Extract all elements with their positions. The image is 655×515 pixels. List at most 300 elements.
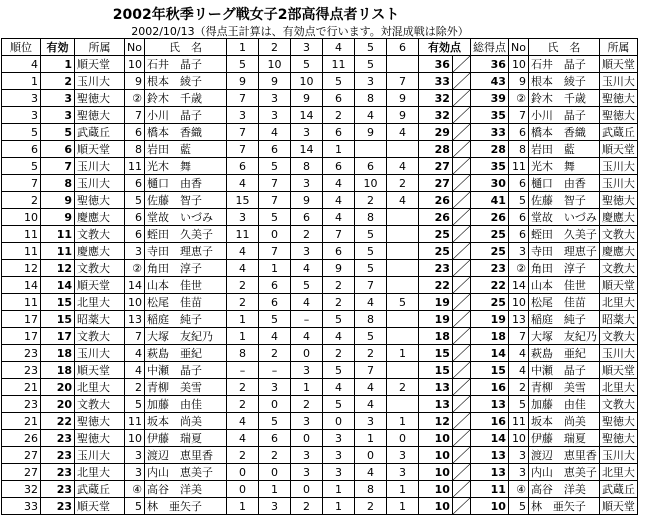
- affiliation-cell: 文教大: [75, 226, 125, 243]
- game-4-cell: 4: [322, 209, 354, 226]
- header-affiliation: 所属: [75, 39, 125, 56]
- game-4-cell: 1: [322, 141, 354, 158]
- slash-divider: [452, 498, 470, 515]
- number-2-cell: 6: [508, 124, 528, 141]
- valid-rank-cell: 18: [41, 362, 75, 379]
- game-6-cell: [386, 243, 418, 260]
- slash-divider: [452, 362, 470, 379]
- game-4-cell: 11: [322, 56, 354, 73]
- slash-divider: [452, 175, 470, 192]
- affiliation-2-cell: 武蔵丘: [599, 124, 637, 141]
- valid-points-cell: 28: [418, 141, 452, 158]
- affiliation-cell: 順天堂: [75, 141, 125, 158]
- game-1-cell: 2: [226, 277, 258, 294]
- number-cell: 6: [125, 124, 145, 141]
- table-row: [2, 379, 638, 396]
- total-points-cell: 36: [470, 56, 508, 73]
- total-points-cell: 28: [470, 141, 508, 158]
- game-2-cell: 7: [258, 175, 290, 192]
- game-1-cell: 4: [226, 430, 258, 447]
- page-subtitle: 2002/10/13（得点王計算は、有効点で行います。対混成戦は除外）: [131, 25, 469, 38]
- game-3-cell: 14: [290, 141, 322, 158]
- affiliation-cell: 玉川大: [75, 158, 125, 175]
- slash-divider: [452, 243, 470, 260]
- affiliation-2-cell: 北里大: [599, 464, 637, 481]
- game-6-cell: 9: [386, 90, 418, 107]
- name-cell: 高谷 洋美: [144, 481, 226, 498]
- game-4-cell: 2: [322, 107, 354, 124]
- rank-cell: 23: [2, 362, 41, 379]
- valid-rank-cell: 20: [41, 396, 75, 413]
- number-2-cell: ④: [508, 481, 528, 498]
- affiliation-2-cell: 聖徳大: [599, 90, 637, 107]
- game-6-cell: [386, 260, 418, 277]
- name-cell: 石井 晶子: [144, 56, 226, 73]
- number-2-cell: 3: [508, 464, 528, 481]
- name-cell: 光木 舞: [144, 158, 226, 175]
- slash-divider: [452, 345, 470, 362]
- number-cell: 14: [125, 277, 145, 294]
- valid-points-cell: 12: [418, 413, 452, 430]
- name-2-cell: 鈴木 千歳: [528, 90, 599, 107]
- header-valid-rank: 有効: [41, 39, 75, 56]
- rank-cell: 3: [2, 90, 41, 107]
- number-cell: 2: [125, 379, 145, 396]
- game-3-cell: 6: [290, 209, 322, 226]
- affiliation-2-cell: 昭薬大: [599, 311, 637, 328]
- slash-divider: [452, 277, 470, 294]
- game-1-cell: 1: [226, 328, 258, 345]
- total-points-cell: 13: [470, 396, 508, 413]
- game-6-cell: [386, 396, 418, 413]
- affiliation-cell: 昭薬大: [75, 311, 125, 328]
- affiliation-2-cell: 聖徳大: [599, 430, 637, 447]
- game-5-cell: 8: [354, 311, 386, 328]
- number-2-cell: 3: [508, 243, 528, 260]
- header-rank: 順位: [2, 39, 41, 56]
- name-2-cell: 大塚 友紀乃: [528, 328, 599, 345]
- rank-cell: 21: [2, 413, 41, 430]
- game-1-cell: 2: [226, 447, 258, 464]
- valid-points-cell: 15: [418, 362, 452, 379]
- valid-rank-cell: 20: [41, 379, 75, 396]
- number-2-cell: 4: [508, 345, 528, 362]
- slash-divider: [452, 90, 470, 107]
- table-row: [2, 498, 638, 515]
- game-5-cell: 0: [354, 447, 386, 464]
- affiliation-2-cell: 文教大: [599, 226, 637, 243]
- name-2-cell: 稲庭 純子: [528, 311, 599, 328]
- game-5-cell: 1: [354, 430, 386, 447]
- game-6-cell: 1: [386, 345, 418, 362]
- table-row: [2, 277, 638, 294]
- header-game-2: 2: [258, 39, 290, 56]
- game-2-cell: 5: [258, 209, 290, 226]
- number-2-cell: 4: [508, 362, 528, 379]
- game-1-cell: 4: [226, 175, 258, 192]
- affiliation-2-cell: 聖徳大: [599, 107, 637, 124]
- number-cell: 6: [125, 226, 145, 243]
- game-3-cell: 0: [290, 481, 322, 498]
- game-3-cell: 0: [290, 430, 322, 447]
- table-row: [2, 226, 638, 243]
- game-1-cell: 1: [226, 498, 258, 515]
- valid-rank-cell: 18: [41, 345, 75, 362]
- affiliation-2-cell: 慶應大: [599, 209, 637, 226]
- game-6-cell: 9: [386, 107, 418, 124]
- number-2-cell: 2: [508, 379, 528, 396]
- slash-divider: [452, 226, 470, 243]
- game-3-cell: 9: [290, 192, 322, 209]
- rank-cell: 33: [2, 498, 41, 515]
- affiliation-cell: 武蔵丘: [75, 481, 125, 498]
- game-4-cell: 4: [322, 379, 354, 396]
- name-2-cell: 高谷 洋美: [528, 481, 599, 498]
- game-3-cell: 0: [290, 345, 322, 362]
- table-body: [2, 56, 638, 515]
- name-cell: 林 亜矢子: [144, 498, 226, 515]
- name-cell: 小川 晶子: [144, 107, 226, 124]
- number-2-cell: 5: [508, 396, 528, 413]
- name-cell: 角田 淳子: [144, 260, 226, 277]
- game-6-cell: [386, 209, 418, 226]
- game-3-cell: 3: [290, 413, 322, 430]
- total-points-cell: 13: [470, 447, 508, 464]
- game-4-cell: 3: [322, 464, 354, 481]
- game-4-cell: 6: [322, 90, 354, 107]
- name-cell: 青柳 美雪: [144, 379, 226, 396]
- game-5-cell: 4: [354, 464, 386, 481]
- affiliation-2-cell: 文教大: [599, 260, 637, 277]
- table-row: [2, 209, 638, 226]
- table-row: [2, 90, 638, 107]
- table-header-row: [2, 39, 638, 56]
- game-5-cell: 6: [354, 158, 386, 175]
- name-2-cell: 内山 恵美子: [528, 464, 599, 481]
- slash-divider: [452, 73, 470, 90]
- rank-cell: 6: [2, 141, 41, 158]
- affiliation-cell: 北里大: [75, 464, 125, 481]
- number-cell: 3: [125, 464, 145, 481]
- affiliation-cell: 武蔵丘: [75, 124, 125, 141]
- slash-divider: [452, 209, 470, 226]
- header-game-1: 1: [226, 39, 258, 56]
- header-total-points: 総得点: [470, 39, 508, 56]
- number-cell: 4: [125, 345, 145, 362]
- game-1-cell: 0: [226, 481, 258, 498]
- game-3-cell: 5: [290, 56, 322, 73]
- name-cell: 渡辺 恵里香: [144, 447, 226, 464]
- game-3-cell: 10: [290, 73, 322, 90]
- game-5-cell: 8: [354, 481, 386, 498]
- table-row: [2, 141, 638, 158]
- slash-divider: [452, 464, 470, 481]
- game-6-cell: 5: [386, 294, 418, 311]
- game-3-cell: 9: [290, 90, 322, 107]
- game-1-cell: 4: [226, 413, 258, 430]
- name-cell: 樋口 由香: [144, 175, 226, 192]
- game-2-cell: 5: [258, 413, 290, 430]
- valid-rank-cell: 23: [41, 447, 75, 464]
- name-2-cell: 蛭田 久美子: [528, 226, 599, 243]
- name-cell: 伊藤 瑞夏: [144, 430, 226, 447]
- game-6-cell: 7: [386, 73, 418, 90]
- game-1-cell: 2: [226, 294, 258, 311]
- table-row: [2, 464, 638, 481]
- number-cell: 7: [125, 107, 145, 124]
- slash-divider: [452, 311, 470, 328]
- game-4-cell: 9: [322, 260, 354, 277]
- game-4-cell: 5: [322, 73, 354, 90]
- slash-divider: [452, 430, 470, 447]
- number-2-cell: 10: [508, 294, 528, 311]
- valid-points-cell: 10: [418, 447, 452, 464]
- game-6-cell: [386, 328, 418, 345]
- table-row: [2, 328, 638, 345]
- game-1-cell: –: [226, 362, 258, 379]
- number-2-cell: 5: [508, 192, 528, 209]
- affiliation-2-cell: 順天堂: [599, 362, 637, 379]
- game-3-cell: 5: [290, 277, 322, 294]
- number-2-cell: 11: [508, 413, 528, 430]
- valid-points-cell: 10: [418, 481, 452, 498]
- affiliation-2-cell: 玉川大: [599, 158, 637, 175]
- valid-points-cell: 22: [418, 277, 452, 294]
- slash-divider: [452, 413, 470, 430]
- rank-cell: 32: [2, 481, 41, 498]
- game-2-cell: 7: [258, 192, 290, 209]
- game-1-cell: 7: [226, 141, 258, 158]
- affiliation-cell: 順天堂: [75, 498, 125, 515]
- game-4-cell: 7: [322, 226, 354, 243]
- rank-cell: 17: [2, 311, 41, 328]
- total-points-cell: 35: [470, 107, 508, 124]
- name-2-cell: 根本 綾子: [528, 73, 599, 90]
- name-2-cell: 光木 舞: [528, 158, 599, 175]
- table-row: [2, 56, 638, 73]
- affiliation-2-cell: 玉川大: [599, 73, 637, 90]
- game-5-cell: 4: [354, 294, 386, 311]
- name-cell: 山本 佳世: [144, 277, 226, 294]
- number-2-cell: 7: [508, 328, 528, 345]
- game-5-cell: 8: [354, 209, 386, 226]
- valid-rank-cell: 9: [41, 209, 75, 226]
- game-3-cell: 4: [290, 260, 322, 277]
- valid-rank-cell: 5: [41, 124, 75, 141]
- game-2-cell: 4: [258, 124, 290, 141]
- valid-rank-cell: 8: [41, 175, 75, 192]
- total-points-cell: 23: [470, 260, 508, 277]
- game-2-cell: 5: [258, 311, 290, 328]
- game-5-cell: 4: [354, 396, 386, 413]
- number-cell: 11: [125, 158, 145, 175]
- number-cell: 11: [125, 413, 145, 430]
- table-row: [2, 481, 638, 498]
- name-2-cell: 橋本 香織: [528, 124, 599, 141]
- slash-divider: [452, 141, 470, 158]
- header-number-2: No: [508, 39, 528, 56]
- valid-rank-cell: 1: [41, 56, 75, 73]
- game-1-cell: 1: [226, 311, 258, 328]
- table-row: [2, 158, 638, 175]
- number-cell: 3: [125, 243, 145, 260]
- valid-rank-cell: 11: [41, 226, 75, 243]
- game-2-cell: –: [258, 362, 290, 379]
- game-6-cell: [386, 277, 418, 294]
- number-2-cell: 10: [508, 430, 528, 447]
- valid-rank-cell: 23: [41, 498, 75, 515]
- total-points-cell: 25: [470, 226, 508, 243]
- name-2-cell: 松尾 佳苗: [528, 294, 599, 311]
- rank-cell: 14: [2, 277, 41, 294]
- total-points-cell: 10: [470, 498, 508, 515]
- name-cell: 堂故 いづみ: [144, 209, 226, 226]
- number-cell: 10: [125, 430, 145, 447]
- valid-points-cell: 19: [418, 294, 452, 311]
- valid-rank-cell: 23: [41, 481, 75, 498]
- valid-points-cell: 23: [418, 260, 452, 277]
- name-2-cell: 青柳 美雪: [528, 379, 599, 396]
- valid-points-cell: 13: [418, 396, 452, 413]
- name-cell: 鈴木 千歳: [144, 90, 226, 107]
- game-2-cell: 0: [258, 226, 290, 243]
- affiliation-cell: 聖徳大: [75, 107, 125, 124]
- number-2-cell: 8: [508, 141, 528, 158]
- affiliation-cell: 玉川大: [75, 175, 125, 192]
- table-row: [2, 362, 638, 379]
- table-row: [2, 294, 638, 311]
- game-1-cell: 4: [226, 243, 258, 260]
- game-6-cell: [386, 141, 418, 158]
- game-1-cell: 7: [226, 124, 258, 141]
- table-row: [2, 396, 638, 413]
- game-4-cell: 3: [322, 430, 354, 447]
- name-2-cell: 林 亜矢子: [528, 498, 599, 515]
- game-6-cell: 1: [386, 498, 418, 515]
- number-2-cell: 9: [508, 73, 528, 90]
- valid-rank-cell: 14: [41, 277, 75, 294]
- game-4-cell: 6: [322, 243, 354, 260]
- game-5-cell: 5: [354, 243, 386, 260]
- name-2-cell: 萩島 亜紀: [528, 345, 599, 362]
- game-5-cell: 2: [354, 498, 386, 515]
- valid-points-cell: 32: [418, 107, 452, 124]
- total-points-cell: 26: [470, 209, 508, 226]
- name-cell: 橋本 香織: [144, 124, 226, 141]
- rank-cell: 11: [2, 294, 41, 311]
- game-5-cell: 3: [354, 413, 386, 430]
- name-2-cell: 岩田 藍: [528, 141, 599, 158]
- number-cell: 6: [125, 175, 145, 192]
- number-cell: 6: [125, 209, 145, 226]
- scorer-table: [1, 38, 638, 515]
- game-2-cell: 5: [258, 158, 290, 175]
- game-6-cell: [386, 56, 418, 73]
- game-4-cell: 4: [322, 175, 354, 192]
- header-game-4: 4: [322, 39, 354, 56]
- slash-divider: [452, 481, 470, 498]
- table-row: [2, 345, 638, 362]
- rank-cell: 12: [2, 260, 41, 277]
- slash-divider: [452, 192, 470, 209]
- number-2-cell: 6: [508, 175, 528, 192]
- game-6-cell: 4: [386, 124, 418, 141]
- affiliation-cell: 聖徳大: [75, 413, 125, 430]
- valid-points-cell: 15: [418, 345, 452, 362]
- game-1-cell: 11: [226, 226, 258, 243]
- game-5-cell: 7: [354, 362, 386, 379]
- affiliation-2-cell: 文教大: [599, 396, 637, 413]
- total-points-cell: 35: [470, 158, 508, 175]
- valid-points-cell: 10: [418, 498, 452, 515]
- game-3-cell: 2: [290, 226, 322, 243]
- total-points-cell: 33: [470, 124, 508, 141]
- slash-divider: [452, 158, 470, 175]
- game-2-cell: 2: [258, 345, 290, 362]
- number-cell: 7: [125, 328, 145, 345]
- number-2-cell: 13: [508, 311, 528, 328]
- game-3-cell: 4: [290, 294, 322, 311]
- game-1-cell: 2: [226, 396, 258, 413]
- total-points-cell: 25: [470, 294, 508, 311]
- table-row: [2, 413, 638, 430]
- affiliation-cell: 玉川大: [75, 447, 125, 464]
- name-2-cell: 山本 佳世: [528, 277, 599, 294]
- valid-rank-cell: 6: [41, 141, 75, 158]
- game-1-cell: 4: [226, 260, 258, 277]
- table-row: [2, 260, 638, 277]
- header-game-6: 6: [386, 39, 418, 56]
- name-2-cell: 渡辺 恵里香: [528, 447, 599, 464]
- name-2-cell: 堂故 いづみ: [528, 209, 599, 226]
- rank-cell: 26: [2, 430, 41, 447]
- total-points-cell: 19: [470, 311, 508, 328]
- rank-cell: 3: [2, 107, 41, 124]
- game-5-cell: 3: [354, 73, 386, 90]
- game-2-cell: 3: [258, 379, 290, 396]
- game-1-cell: 0: [226, 464, 258, 481]
- game-2-cell: 0: [258, 464, 290, 481]
- game-5-cell: [354, 141, 386, 158]
- header-game-3: 3: [290, 39, 322, 56]
- name-cell: 坂本 尚美: [144, 413, 226, 430]
- affiliation-cell: 順天堂: [75, 56, 125, 73]
- game-6-cell: 4: [386, 158, 418, 175]
- game-2-cell: 4: [258, 328, 290, 345]
- valid-rank-cell: 15: [41, 294, 75, 311]
- game-6-cell: 4: [386, 192, 418, 209]
- game-5-cell: 10: [354, 175, 386, 192]
- game-3-cell: 3: [290, 447, 322, 464]
- table-row: [2, 124, 638, 141]
- game-5-cell: 4: [354, 379, 386, 396]
- game-1-cell: 3: [226, 209, 258, 226]
- valid-points-cell: 36: [418, 56, 452, 73]
- number-cell: 5: [125, 498, 145, 515]
- header-game-5: 5: [354, 39, 386, 56]
- game-2-cell: 6: [258, 294, 290, 311]
- total-points-cell: 11: [470, 481, 508, 498]
- rank-cell: 11: [2, 243, 41, 260]
- game-4-cell: 2: [322, 345, 354, 362]
- total-points-cell: 16: [470, 413, 508, 430]
- number-2-cell: 6: [508, 209, 528, 226]
- game-1-cell: 2: [226, 379, 258, 396]
- affiliation-2-cell: 玉川大: [599, 345, 637, 362]
- valid-rank-cell: 17: [41, 328, 75, 345]
- name-cell: 大塚 友紀乃: [144, 328, 226, 345]
- number-cell: 5: [125, 396, 145, 413]
